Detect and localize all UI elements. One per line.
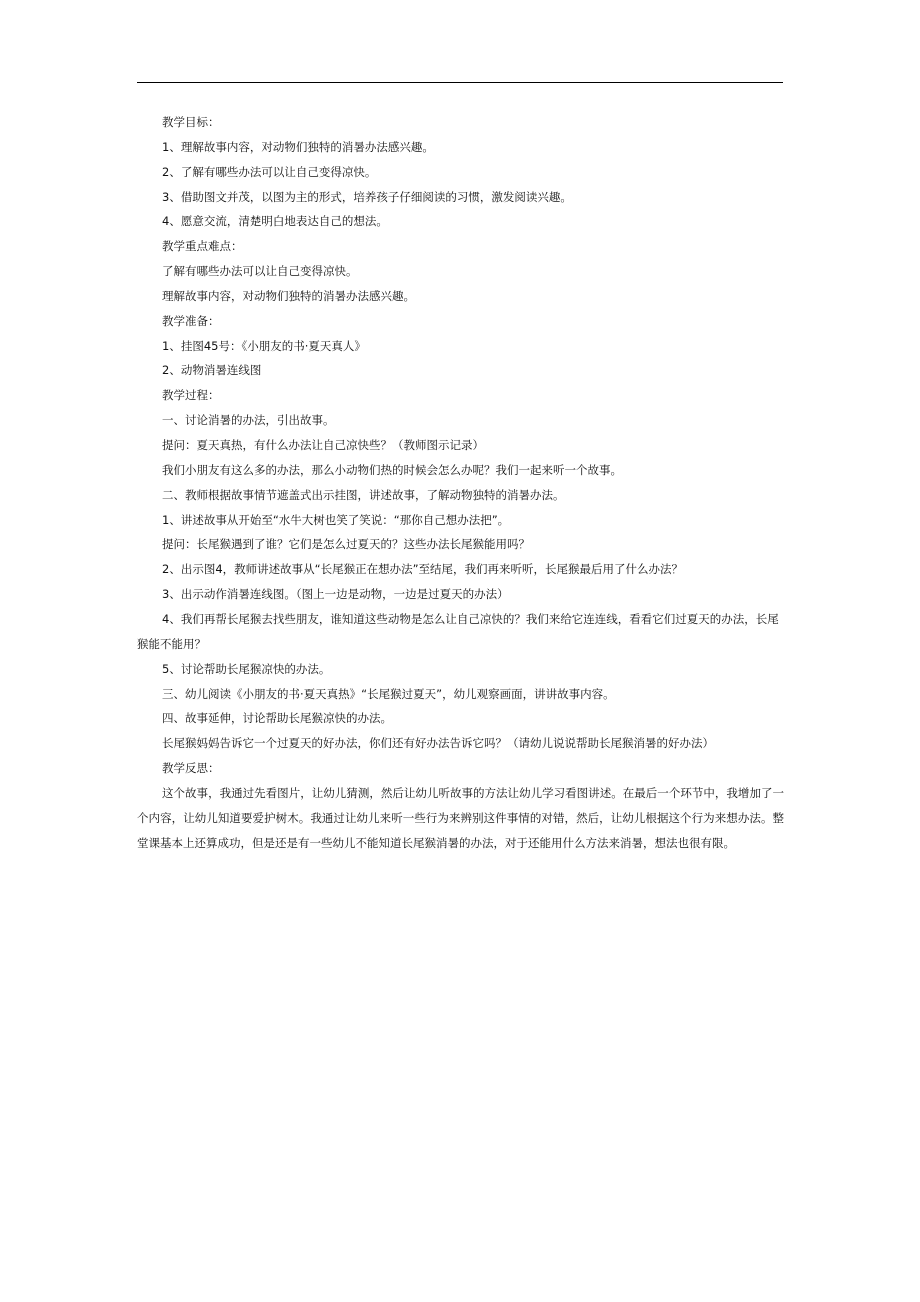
preparation-item: 1、挂图45号：《小朋友的书·夏天真人》 bbox=[162, 338, 366, 353]
process-text-wrapped: 4、我们再帮长尾猴去找些朋友，谁知道这些动物是怎么让自己凉快的？我们来给它连连线，看看它们过夏天的办法，长尾猴能不能用？ bbox=[137, 611, 779, 651]
process-step: 四、故事延伸，讨论帮助长尾猴凉快的办法。 bbox=[162, 711, 392, 726]
process-text: 我们小朋友有这么多的办法，那么小动物们热的时候会怎么办呢？我们一起来听一个故事。 bbox=[162, 462, 622, 477]
key-point-item: 理解故事内容，对动物们独特的消暑办法感兴趣。 bbox=[162, 288, 415, 303]
objective-item: 2、了解有哪些办法可以让自己变得凉快。 bbox=[162, 164, 377, 179]
process-text: 1、讲述故事从开始至“水牛大树也笑了笑说：“那你自己想办法把”。 bbox=[162, 512, 510, 527]
preparation-item: 2、动物消暑连线图 bbox=[162, 363, 262, 378]
section-heading-key-points: 教学重点难点： bbox=[162, 239, 243, 254]
document-body bbox=[137, 114, 784, 856]
objective-item: 4、愿意交流，清楚明白地表达自己的想法。 bbox=[162, 214, 388, 229]
process-step: 二、教师根据故事情节遮盖式出示挂图，讲述故事，了解动物独特的消暑办法。 bbox=[162, 487, 565, 502]
process-text: 5、讨论帮助长尾猴凉快的办法。 bbox=[162, 661, 331, 676]
section-heading-reflection: 教学反思： bbox=[162, 761, 220, 776]
key-point-item: 了解有哪些办法可以让自己变得凉快。 bbox=[162, 264, 358, 279]
header-rule bbox=[137, 82, 783, 83]
section-heading-process: 教学过程： bbox=[162, 388, 220, 403]
objective-item: 3、借助图文并茂，以图为主的形式，培养孩子仔细阅读的习惯，激发阅读兴趣。 bbox=[162, 189, 572, 204]
process-text: 提问：长尾猴遇到了谁？它们是怎么过夏天的？这些办法长尾猴能用吗？ bbox=[162, 537, 530, 552]
objective-item: 1、理解故事内容，对动物们独特的消暑办法感兴趣。 bbox=[162, 139, 434, 154]
process-step: 一、讨论消暑的办法，引出故事。 bbox=[162, 413, 335, 428]
reflection-paragraph: 这个故事，我通过先看图片，让幼儿猜测，然后让幼儿听故事的方法让幼儿学习看图讲述。在最后一个环节中，我增加了一个内容，让幼儿知道要爱护树木。我通过让幼儿来听一些行为来辨别这件事情的对错，然后，让幼儿根据这个行为来想办法。整堂课基本上还算成功，但是还是有一些幼儿不能知道长尾猴消暑的办法，对于还能用什么方法来消暑，想法也很有限。 bbox=[137, 785, 784, 850]
process-text: 3、出示动作消暑连线图。（图上一边是动物，一边是过夏天的办法） bbox=[162, 587, 509, 602]
process-step: 三、幼儿阅读《小朋友的书·夏天真热》“长尾猴过夏天”，幼儿观察画面，讲讲故事内容。 bbox=[162, 686, 615, 701]
process-text: 长尾猴妈妈告诉它一个过夏天的好办法，你们还有好办法告诉它吗？（请幼儿说说帮助长尾猴消暑的好办法） bbox=[162, 736, 714, 751]
section-heading-objectives: 教学目标： bbox=[162, 115, 220, 129]
process-text: 提问：夏天真热，有什么办法让自己凉快些？（教师图示记录） bbox=[162, 437, 484, 452]
process-text: 2、出示图4，教师讲述故事从“长尾猴正在想办法”至结尾，我们再来听听，长尾猴最后用了什么办法？ bbox=[162, 562, 684, 577]
section-heading-preparation: 教学准备： bbox=[162, 313, 220, 328]
